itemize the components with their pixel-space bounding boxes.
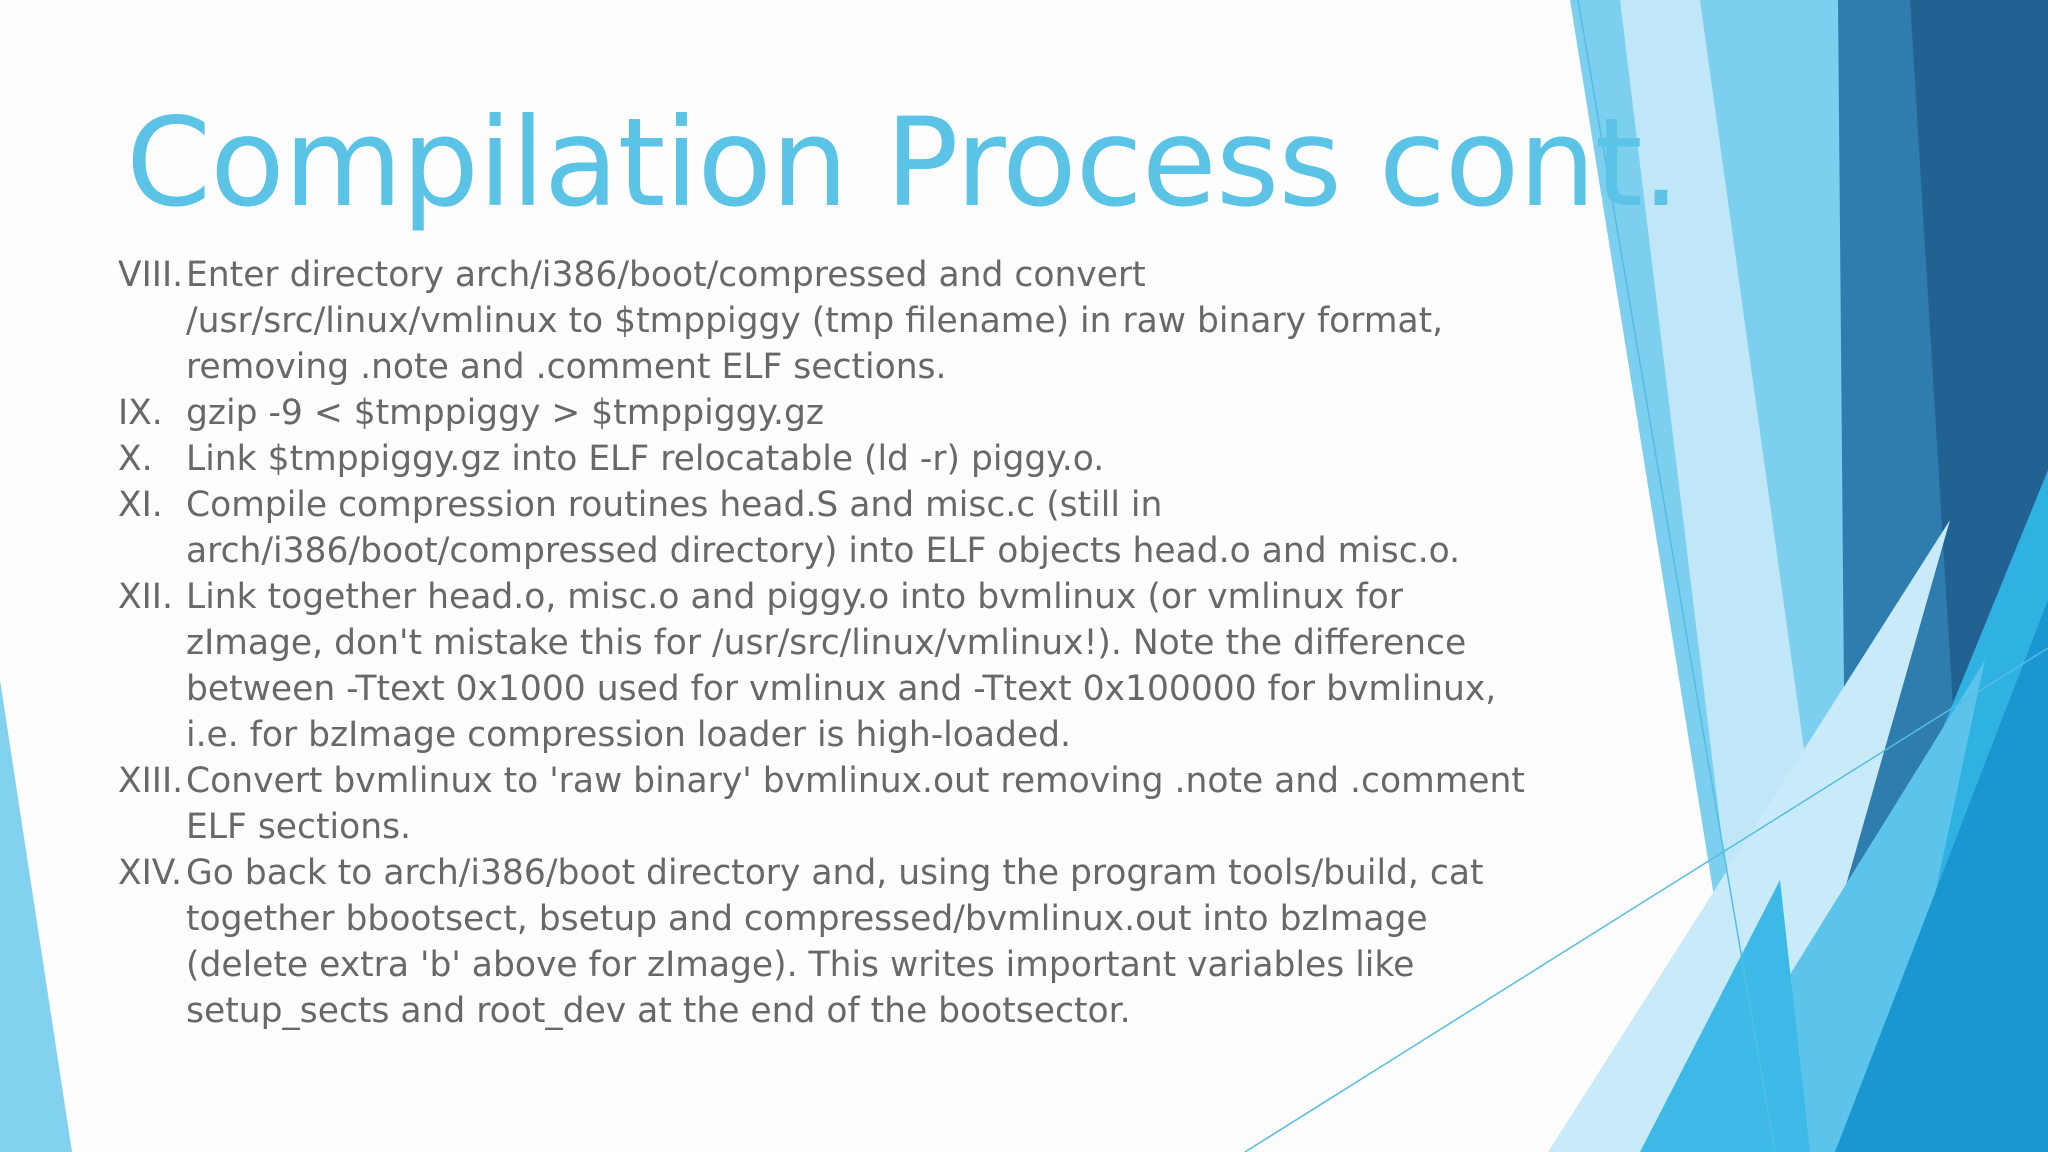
item-text: gzip -9 < $tmppiggy > $tmppiggy.gz — [186, 393, 824, 433]
item-text: Enter directory arch/i386/boot/compressed and convert /usr/src/linux/vmlinux to $tmppiggy (tmp filename) in raw binary format, removing .note and .comment ELF sections. — [186, 255, 1444, 387]
item-numeral: XIV. — [118, 853, 182, 893]
list-item — [118, 482, 1538, 574]
list-item — [118, 390, 1538, 436]
item-numeral: VIII. — [118, 255, 184, 295]
left-accent-shape — [0, 680, 72, 1152]
slide-title: Compilation Process cont. — [126, 92, 1680, 234]
item-numeral: X. — [118, 439, 153, 479]
list-item — [118, 758, 1538, 850]
item-numeral: XII. — [118, 577, 173, 617]
bullet-list — [118, 252, 1538, 1034]
list-item — [118, 436, 1538, 482]
list-item — [118, 574, 1538, 758]
item-numeral: XIII. — [118, 761, 184, 801]
item-text: Link $tmppiggy.gz into ELF relocatable (ld -r) piggy.o. — [186, 439, 1105, 479]
list-item — [118, 850, 1538, 1034]
item-numeral: IX. — [118, 393, 163, 433]
item-text: Link together head.o, misc.o and piggy.o into bvmlinux (or vmlinux for zImage, don't mistake this for /usr/src/linux/vmlinux!). Note the difference between -Ttext 0x1000 used for vmlinux and -Ttext 0x100000 for bvmlinux, i.e. for bzImage compression loader is high-loaded. — [186, 577, 1497, 755]
item-text: Convert bvmlinux to 'raw binary' bvmlinux.out removing .note and .comment ELF sections. — [186, 761, 1525, 847]
item-text: Compile compression routines head.S and misc.c (still in arch/i386/boot/compressed directory) into ELF objects head.o and misc.o. — [186, 485, 1461, 571]
list-item — [118, 252, 1538, 390]
item-text: Go back to arch/i386/boot directory and, using the program tools/build, cat together bbootsect, bsetup and compressed/bvmlinux.out into bzImage (delete extra 'b' above for zImage). This writes important variables like setup_sects and root_dev at the end of the bootsector. — [186, 853, 1484, 1031]
item-numeral: XI. — [118, 485, 163, 525]
